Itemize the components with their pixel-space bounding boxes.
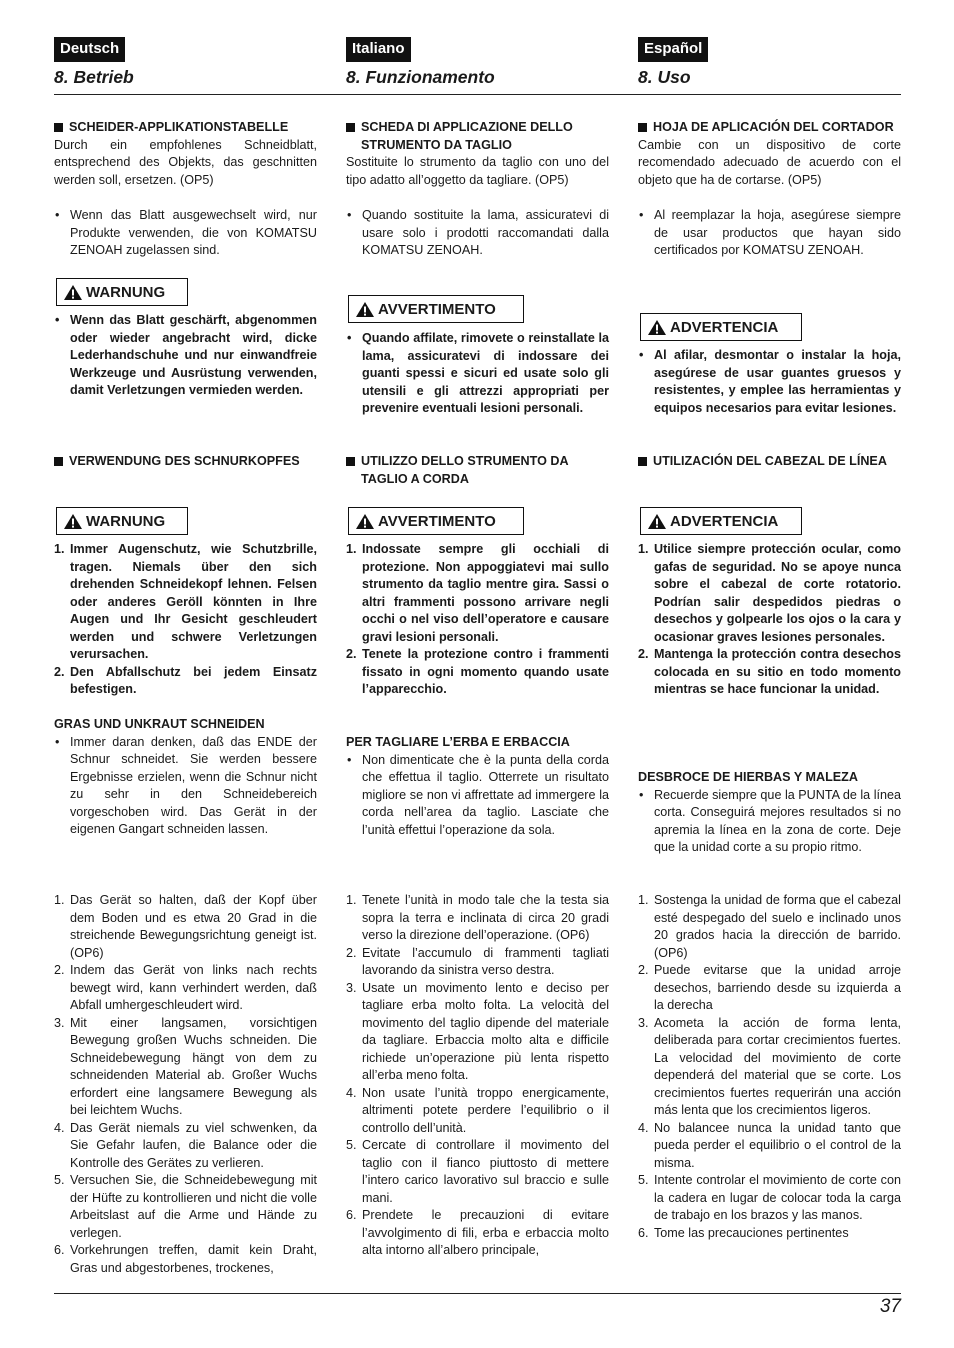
sub-heading: DESBROCE DE HIERBAS Y MALEZA — [638, 770, 858, 784]
warning-text: • Wenn das Blatt geschärft, abgenommen oder wieder angebracht wird, dicke Lederhandschuhe und nur einwandfreie Werkzeuge und Ausrüstung verwenden, damit Verletzungen vermieden werden. — [54, 312, 317, 400]
list-item: 4. Das Gerät niemals zu viel schwenken, da Sie Gefahr laufen, die Balance oder die Kontrolle des Gerätes zu verlieren. — [54, 1120, 317, 1170]
line-head-section — [346, 453, 609, 488]
list-item: 1. Tenete l’unità in modo tale che la testa sia sopra la terra e inclinata di circa 20 gradi verso la direzione dell’operazione. (OP6) — [346, 893, 609, 942]
page-number: 37 — [879, 1296, 901, 1317]
list-item: 2. Mantenga la protección contra desechos colocada en su sitio en todo momento mientras se hace funcionar la unidad. — [638, 647, 901, 696]
warning-label: WARNUNG — [86, 512, 166, 530]
list-item: 1. Sostenga la unidad de forma que el cabezal esté despegado del suelo e inclinado unos 20 grados hacia la dirección de barrido. (OP6) — [638, 893, 901, 960]
list-item: • Recuerde siempre que la PUNTA de la línea corta. Conseguirá mejores resultados si no apremia la línea en la zona de corte. Deje que la unidad corte a su propio ritmo. — [638, 787, 901, 857]
column-espanol — [638, 0, 901, 1348]
warning-triangle-icon — [63, 284, 83, 301]
blade-application-section — [346, 119, 609, 260]
warning-list — [638, 541, 901, 699]
list-item: 3. Acometa la acción de forma lenta, deliberada para cortar crecimientos fuertes. La velocidad del movimiento de corte dependerá del material que se corte. Los crecimientos fuertes requerirán una acción más lenta que los crecimientos ligeros. — [638, 1015, 901, 1117]
list-item: 5. Cercate di controllare il movimento del taglio con il fianco piuttosto di mettere l’intero carico lavorativo sul braccio e sulle mani. — [346, 1138, 609, 1205]
warning-text-block — [54, 312, 317, 400]
section-heading: VERWENDUNG DES SCHNURKOPFES — [54, 453, 317, 471]
warning-box — [348, 507, 524, 535]
warning-box — [56, 278, 188, 306]
section-heading: SCHEIDER-APPLIKATIONSTABELLE — [54, 119, 317, 137]
list-item: 1. Das Gerät so halten, daß der Kopf über dem Boden und es etwa 20 Grad in die streichende Bewegungsrichtung geneigt ist. (OP6) — [54, 893, 317, 960]
section-heading: SCHEDA DI APPLICAZIONE DELLO STRUMENTO DA TAGLIO — [346, 119, 609, 154]
list-item: • Quando sostituite la lama, assicuratevi di usare solo i prodotti raccomandati dalla KOMATSU ZENOAH. — [346, 207, 609, 260]
warning-text-block — [638, 347, 901, 417]
sub-heading: PER TAGLIARE L’ERBA E ERBACCIA — [346, 735, 570, 749]
list-item: 2. Tenete la protezione contro i frammenti fissato in ogni momento quando usate l’apparecchio. — [346, 647, 609, 696]
warning-triangle-icon — [647, 319, 667, 336]
warning-triangle-icon — [63, 513, 83, 530]
list-item: 3. Mit einer langsamen, vorsichtigen Bewegung großen Wuchs schneiden. Die Schneidebewegung hängt von dem zu schneidenden Material ab. Großer Wuchs erfordert eine langsamere Bewegung als bei leichtem Wuchs. — [54, 1015, 317, 1117]
list-item: 1. Indossate sempre gli occhiali di protezione. Non appoggiatevi mai sullo strumento da taglio mentre gira. Sassi o altri frammenti possono arrivare negli occhi o nel viso dell’operatore e causare gravi lesioni personali. — [346, 542, 609, 644]
list-item: 4. No balancee nunca la unidad tanto que pueda perder el equilibrio o el control de la misma. — [638, 1120, 901, 1170]
list-item: 2. Den Abfallschutz bei jedem Einsatz befestigen. — [54, 664, 317, 696]
language-tab: Deutsch — [54, 37, 125, 62]
blade-application-section — [638, 119, 901, 260]
list-item: 4. Non usate l’unità troppo energicamente, altrimenti potete perdere l’equilibrio o il controllo dell’unità. — [346, 1085, 609, 1135]
language-tab: Español — [638, 37, 708, 62]
section-text: Cambie con un dispositivo de corte recomendado adecuado de acuerdo con el objeto que ha de cortarse. (OP5) — [638, 137, 901, 187]
blade-application-section — [54, 119, 317, 260]
warning-triangle-icon — [647, 513, 667, 530]
warning-label: ADVERTENCIA — [670, 318, 779, 336]
grass-cutting-section — [346, 734, 609, 839]
warning-text: • Al afilar, desmontar o instalar la hoja, asegúrese de usar guantes gruesos y resistentes, y emplee las herramientas y equipos necesarios para evitar lesiones. — [638, 347, 901, 417]
language-tab: Italiano — [346, 37, 411, 62]
list-item: 6. Prendete le precauzioni di evitare l’avvolgimento di fili, erba e erbaccia molto alta intorno all’albero principale, — [346, 1208, 609, 1257]
list-item: • Al reemplazar la hoja, asegúrese siempre de usar productos que hayan sido certificados por KOMATSU ZENOAH. — [638, 207, 901, 260]
list-item: 5. Versuchen Sie, die Schneidebewegung mit der Hüfte zu kontrollieren und nicht die volle Arbeitslast auf die Arme und Hände zu verlegen. — [54, 1173, 317, 1240]
list-item: 3. Usate un movimento lento e deciso per tagliare erba molto folta. La velocità del movimento del taglio dipende del materiale da tagliare. Erbaccia molto alta e difficile richiede un’operazione più lenta rispetto all’erba meno folta. — [346, 980, 609, 1082]
section-heading: HOJA DE APLICACIÓN DEL CORTADOR — [638, 119, 901, 137]
section-heading: UTILIZACIÓN DEL CABEZAL DE LÍNEA — [638, 453, 901, 471]
sub-heading: GRAS UND UNKRAUT SCHNEIDEN — [54, 717, 265, 731]
list-item: 6. Vorkehrungen treffen, damit kein Draht, Gras und abgestorbenes, trockenes, — [54, 1243, 317, 1275]
warning-box — [640, 507, 802, 535]
list-item: • Immer daran denken, daß das ENDE der Schnur schneidet. Sie werden bessere Ergebnisse erzielen, wenn die Schnur nicht zu sehr in den Schneidebereich vorgeschoben wird. Das Gerät in der eigenen Gangart schneiden lassen. — [54, 734, 317, 839]
list-item: 2. Indem das Gerät von links nach rechts bewegt wird, kann verhindert werden, daß Abfall umhergeschleudert wird. — [54, 963, 317, 1012]
steps-list — [54, 892, 317, 1277]
warning-label: WARNUNG — [86, 283, 166, 301]
warning-text-block — [346, 330, 609, 418]
list-item: 2. Puede evitarse que la unidad arroje desechos, barriendo desde su izquierda a la derecha — [638, 963, 901, 1012]
steps-list — [638, 892, 901, 1242]
section-text: Durch ein empfohlenes Schneidblatt, entsprechend des Objekts, das geschnitten werden soll, ersetzen. (OP5) — [54, 137, 317, 187]
list-item: 6. Tome las precauciones pertinentes — [638, 1225, 849, 1240]
section-heading: UTILIZZO DELLO STRUMENTO DA TAGLIO A CORDA — [346, 453, 609, 488]
line-head-section — [638, 453, 901, 471]
warning-label: AVVERTIMENTO — [378, 512, 496, 530]
grass-cutting-section — [54, 716, 317, 839]
warning-triangle-icon — [355, 513, 375, 530]
list-item: 5. Intente controlar el movimiento de corte con la cadera en lugar de colocar toda la carga de trabajo en los brazos y las manos. — [638, 1173, 901, 1222]
warning-list — [346, 541, 609, 699]
grass-cutting-section — [638, 769, 901, 857]
list-item: 1. Immer Augenschutz, wie Schutzbrille, tragen. Niemals über den sich drehenden Schneidekopf lehnen. Felsen oder anderes Geröll könnten in Ihre Augen und Ihr Gesicht geschleudert werden und schwere Verletzungen verursachen. — [54, 542, 317, 661]
warning-list — [54, 541, 317, 699]
list-item: 2. Evitate l’accumulo di frammenti tagliati lavorando da sinistra verso destra. — [346, 945, 609, 977]
warning-box — [348, 295, 524, 323]
list-item: 1. Utilice siempre protección ocular, como gafas de seguridad. No se apoye nunca sobre el cabezal de corte rotatorio. Podrían salir despedidos piedras o desechos y golpearle los ojos o la cara y ocasionar graves lesiones personales. — [638, 542, 901, 644]
section-title: 8. Betrieb — [54, 67, 134, 87]
steps-list — [346, 892, 609, 1260]
list-item: • Wenn das Blatt ausgewechselt wird, nur Produkte verwenden, die von KOMATSU ZENOAH zugelassen sind. — [54, 207, 317, 260]
section-title: 8. Funzionamento — [346, 67, 495, 87]
section-title: 8. Uso — [638, 67, 691, 87]
warning-label: ADVERTENCIA — [670, 512, 779, 530]
section-text: Sostituite lo strumento da taglio con uno del tipo adatto all’oggetto da tagliare. (OP5) — [346, 155, 609, 187]
warning-triangle-icon — [355, 301, 375, 318]
warning-text: • Quando affilate, rimovete o reinstallate la lama, assicuratevi di indossare dei guanti spessi e sicuri ed usate solo gli utensili e gli attrezzi appropriati per prevenire eventuali lesioni personali. — [346, 330, 609, 418]
warning-box — [640, 313, 802, 341]
list-item: • Non dimenticate che è la punta della corda che effettua il taglio. Otterrete un risultato migliore se non vi affrettate ad immergere la corda nell’area da taglio. Lasciate che l’unità effettui l’operazione da sola. — [346, 752, 609, 840]
column-italiano — [346, 0, 609, 1348]
warning-box — [56, 507, 188, 535]
line-head-section — [54, 453, 317, 471]
column-deutsch — [54, 0, 317, 1348]
warning-label: AVVERTIMENTO — [378, 300, 496, 318]
